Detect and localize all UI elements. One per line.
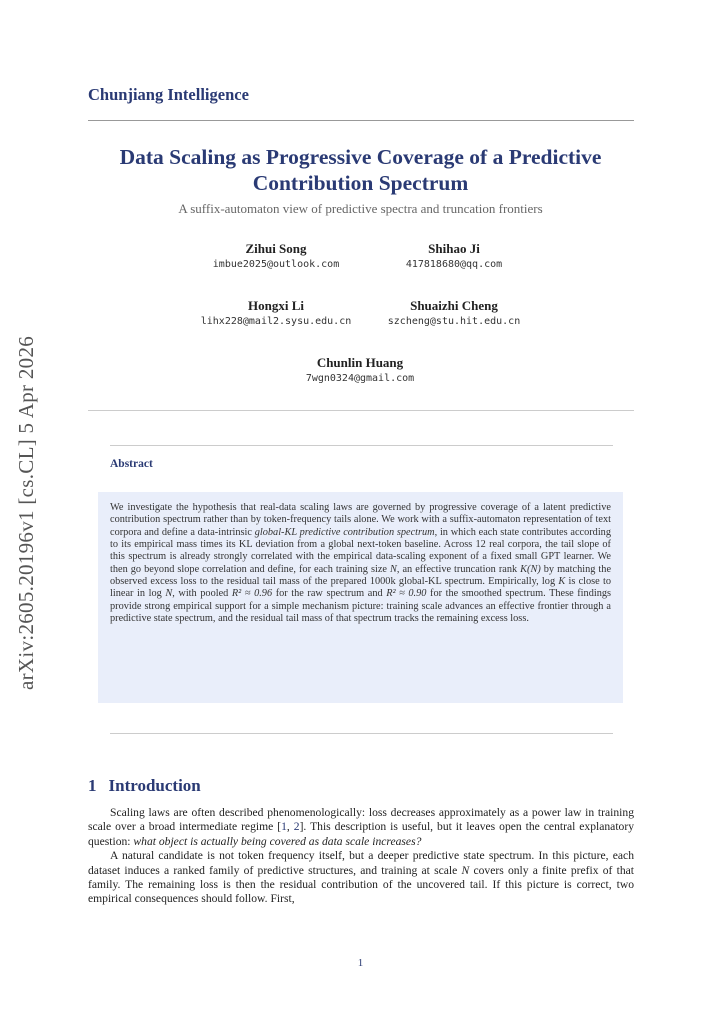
organization-name: Chunjiang Intelligence bbox=[88, 85, 249, 104]
abstract-box bbox=[98, 492, 623, 703]
author-name: Shihao Ji bbox=[428, 241, 480, 256]
citation-link[interactable]: 1 bbox=[281, 820, 287, 834]
paper-title bbox=[80, 144, 641, 196]
arxiv-identifier: arXiv:2605.20196v1 [cs.CL] 5 Apr 2026 bbox=[14, 335, 38, 690]
section-number: 1 bbox=[88, 776, 97, 795]
author-block bbox=[344, 297, 564, 330]
author-name: Zihui Song bbox=[245, 241, 307, 256]
section-heading bbox=[88, 776, 201, 796]
author-name: Hongxi Li bbox=[248, 298, 304, 313]
abstract-text: We investigate the hypothesis that real-data scaling laws are governed by progressive coverage of a latent predictive contribution spectrum rather than by token-frequency tails alone. We work with a suffix-automaton representation of text corpora and define a data-intrinsic global-KL predictive contribution spectrum, in which each state contributes according to its empirical mass times its KL deviation from a global next-token baseline. Across 12 real corpora, the tail slope of this spectrum is already strongly correlated with the empirical data-scaling exponent of a fixed small GPT learner. We then go beyond slope correlation and define, for each training size N, an effective truncation rank K(N) by matching the observed excess loss to the residual tail mass of the prepared 1000k global-KL spectrum. Empirically, log K is close to linear in log N, with pooled R² ≈ 0.96 for the raw spectrum and R² ≈ 0.90 for the smoothed spectrum. These findings provide strong empirical support for a simple mechanism picture: training scale advances an effective frontier through a predictive state spectrum, and the residual tail mass of that spectrum tracks the remaining excess loss. bbox=[110, 502, 612, 625]
author-name: Shuaizhi Cheng bbox=[410, 298, 498, 313]
author-email: lihx228@mail2.sysu.edu.cn bbox=[200, 316, 352, 327]
author-email: 7wgn0324@gmail.com bbox=[305, 373, 415, 384]
author-email: 417818680@qq.com bbox=[405, 259, 503, 270]
header-rule bbox=[88, 120, 634, 121]
title-line-1: Data Scaling as Progressive Coverage of a Predictive bbox=[119, 145, 602, 169]
authors-rule bbox=[88, 410, 634, 411]
author-email: imbue2025@outlook.com bbox=[212, 259, 340, 270]
paragraph: A natural candidate is not token frequency itself, but a deeper predictive state spectrum. In this picture, each dataset induces a ranked family of predictive structures, and training at scale N covers only a finite prefix of that family. The remaining loss is then the residual contribution of the uncovered tail. If this picture is correct, two empirical consequences should follow. First, bbox=[88, 849, 634, 906]
abstract-top-rule bbox=[110, 445, 613, 446]
page-number: 1 bbox=[357, 957, 364, 969]
author-block bbox=[250, 354, 470, 387]
abstract-bottom-rule bbox=[110, 733, 613, 734]
paragraph: Scaling laws are often described phenomenologically: loss decreases approximately as a power law in training scale over a broad intermediate regime [1, 2]. This description is useful, but it leaves open the central explanatory question: what object is actually being covered as data scale increases? bbox=[88, 806, 634, 848]
section-title: Introduction bbox=[108, 776, 201, 795]
author-name: Chunlin Huang bbox=[316, 355, 404, 370]
abstract-heading: Abstract bbox=[110, 458, 153, 470]
citation-link[interactable]: 2 bbox=[293, 820, 300, 834]
title-line-2: Contribution Spectrum bbox=[252, 171, 469, 195]
introduction-body bbox=[88, 806, 634, 907]
author-block bbox=[344, 240, 564, 273]
author-email: szcheng@stu.hit.edu.cn bbox=[387, 316, 521, 327]
paper-subtitle: A suffix-automaton view of predictive spectra and truncation frontiers bbox=[178, 201, 543, 216]
